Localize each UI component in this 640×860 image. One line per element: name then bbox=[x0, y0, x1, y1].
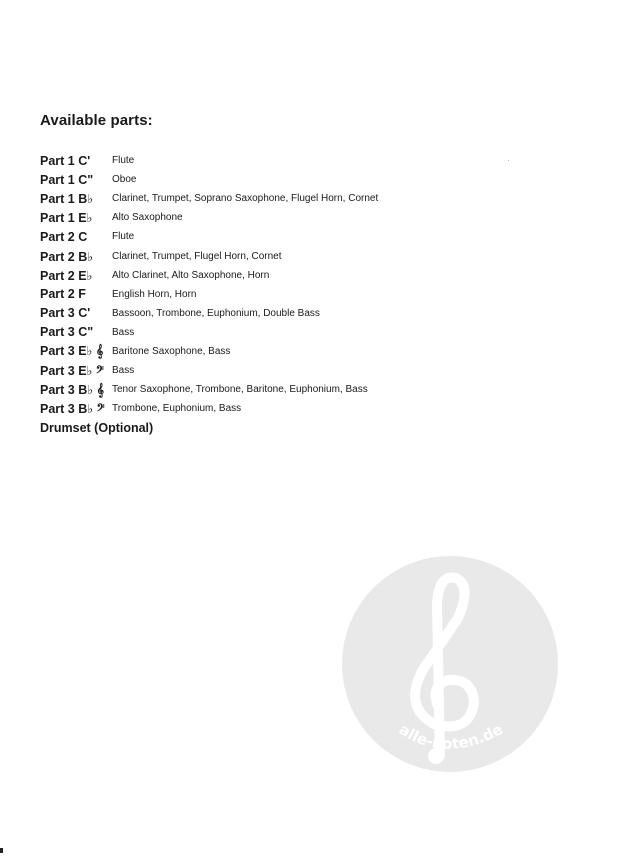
part-row bbox=[40, 304, 560, 323]
part-instruments: Flute bbox=[112, 155, 135, 167]
part-label: Part 3 E♭ 𝄞 bbox=[40, 344, 104, 359]
watermark-text: alle-noten.de bbox=[395, 719, 506, 753]
part-instruments: Bassoon, Trombone, Euphonium, Double Bass bbox=[112, 307, 320, 319]
part-instruments: English Horn, Horn bbox=[112, 288, 197, 300]
part-row bbox=[40, 208, 560, 227]
page-heading: Available parts: bbox=[40, 112, 153, 129]
part-instruments: Flute bbox=[112, 231, 135, 243]
part-row bbox=[40, 227, 560, 246]
scan-speck bbox=[0, 848, 3, 853]
part-instruments: Tenor Saxophone, Trombone, Baritone, Euphonium, Bass bbox=[112, 384, 368, 396]
part-instruments: Bass bbox=[112, 326, 135, 338]
part-label: Part 1 B♭ bbox=[40, 192, 94, 207]
part-instruments: Bass bbox=[112, 365, 135, 377]
part-row bbox=[40, 323, 560, 342]
part-row-drumset bbox=[40, 418, 560, 437]
part-label: Drumset (Optional) bbox=[40, 420, 154, 435]
part-row bbox=[40, 246, 560, 265]
part-row bbox=[40, 399, 560, 418]
part-instruments: Trombone, Euphonium, Bass bbox=[112, 403, 242, 415]
part-row bbox=[40, 170, 560, 189]
part-instruments: Oboe bbox=[112, 174, 137, 186]
part-label: Part 2 C bbox=[40, 229, 88, 244]
part-label: Part 1 C" bbox=[40, 172, 94, 187]
part-row bbox=[40, 266, 560, 285]
part-label: Part 2 B♭ bbox=[40, 249, 94, 264]
part-row bbox=[40, 151, 560, 170]
part-label: Part 3 B♭ 𝄢 bbox=[40, 401, 105, 416]
part-label: Part 3 B♭ 𝄞 bbox=[40, 382, 104, 397]
scan-speck bbox=[508, 160, 509, 161]
part-label: Part 3 C" bbox=[40, 325, 94, 340]
watermark-logo bbox=[342, 556, 558, 772]
part-label: Part 2 E♭ bbox=[40, 268, 93, 283]
part-label: Part 3 C' bbox=[40, 306, 91, 321]
part-row bbox=[40, 189, 560, 208]
part-row bbox=[40, 342, 560, 361]
part-label: Part 1 C' bbox=[40, 153, 91, 168]
parts-list bbox=[40, 151, 560, 437]
part-label: Part 3 E♭ 𝄢 bbox=[40, 363, 104, 378]
part-label: Part 1 E♭ bbox=[40, 211, 93, 226]
part-instruments: Baritone Saxophone, Bass bbox=[112, 345, 231, 357]
part-row bbox=[40, 285, 560, 304]
part-instruments: Clarinet, Trumpet, Flugel Horn, Cornet bbox=[112, 250, 282, 262]
part-row bbox=[40, 361, 560, 380]
part-instruments: Clarinet, Trumpet, Soprano Saxophone, Flugel Horn, Cornet bbox=[112, 193, 379, 205]
part-label: Part 2 F bbox=[40, 287, 86, 302]
part-row bbox=[40, 380, 560, 399]
part-instruments: Alto Clarinet, Alto Saxophone, Horn bbox=[112, 269, 270, 281]
part-instruments: Alto Saxophone bbox=[112, 212, 183, 224]
